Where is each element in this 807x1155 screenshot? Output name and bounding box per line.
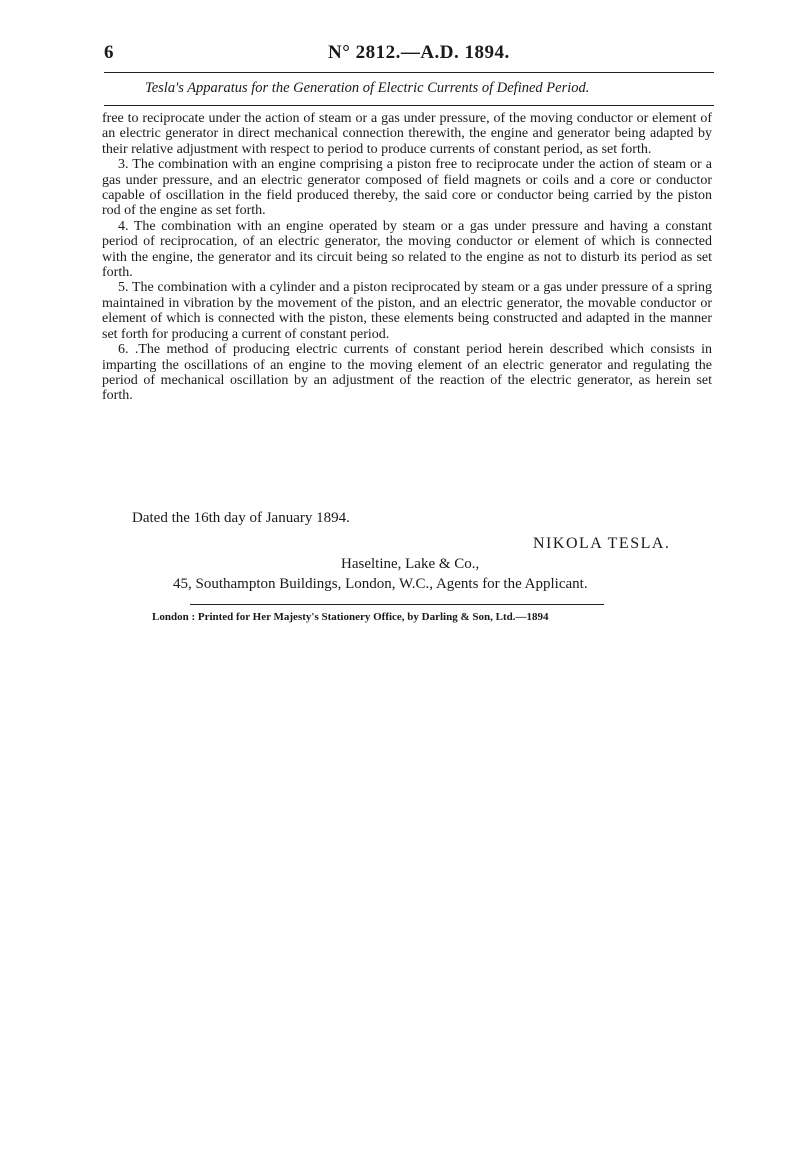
running-title: Tesla's Apparatus for the Generation of Electric Currents of Defined Period. bbox=[145, 80, 590, 96]
claim-paragraph-continued: free to reciprocate under the action of steam or a gas under pressure, of the moving conductor or element of an electric generator in direct mechanical connection therewith, the engine and generator being adapted by their relative adjustment with respect to period to produce currents of constant period, as set forth. bbox=[102, 111, 712, 157]
claim-paragraph-6: 6. .The method of producing electric currents of constant period herein described which consists in imparting the oscillations of an engine to the moving element of an electric generator and regulating the period of mechanical oscillation by an adjustment of the reaction of the electric generator, as herein set forth. bbox=[102, 342, 712, 404]
header-rule-top bbox=[104, 72, 714, 73]
agent-name: Haseltine, Lake & Co., bbox=[341, 556, 480, 572]
claims-body bbox=[102, 111, 712, 404]
date-line: Dated the 16th day of January 1894. bbox=[132, 510, 350, 526]
claim-paragraph-3: 3. The combination with an engine comprising a piston free to reciprocate under the action of steam or a gas under pressure, and an electric generator composed of field magnets or coils and a core or conductor capable of oscillation in the field produced thereby, the said core or conductor being carried by the piston rod of the engine as set forth. bbox=[102, 157, 712, 219]
patent-number: N° 2812.—A.D. 1894. bbox=[328, 42, 510, 63]
inventor-signature: NIKOLA TESLA. bbox=[533, 535, 671, 552]
claim-paragraph-4: 4. The combination with an engine operated by steam or a gas under pressure and having a constant period of reciprocation, of an electric generator, the moving conductor or element of which is connected with the engine, the generator and its circuit being so related to the engine as not to disturb its period as set forth. bbox=[102, 218, 712, 281]
footer-rule bbox=[190, 604, 604, 605]
agent-address: 45, Southampton Buildings, London, W.C., Agents for the Applicant. bbox=[173, 576, 588, 592]
page-number: 6 bbox=[104, 42, 114, 63]
claim-paragraph-5: 5. The combination with a cylinder and a piston reciprocated by steam or a gas under pressure of a spring maintained in vibration by the movement of the piston, and an electric generator, the movable conductor or element of which is connected with the piston, these elements being constructed and adapted in the manner set forth for producing a current of constant period. bbox=[102, 280, 712, 342]
printer-imprint: London : Printed for Her Majesty's Stationery Office, by Darling & Son, Ltd.—1894 bbox=[152, 611, 549, 623]
header-rule-bottom bbox=[104, 105, 714, 106]
